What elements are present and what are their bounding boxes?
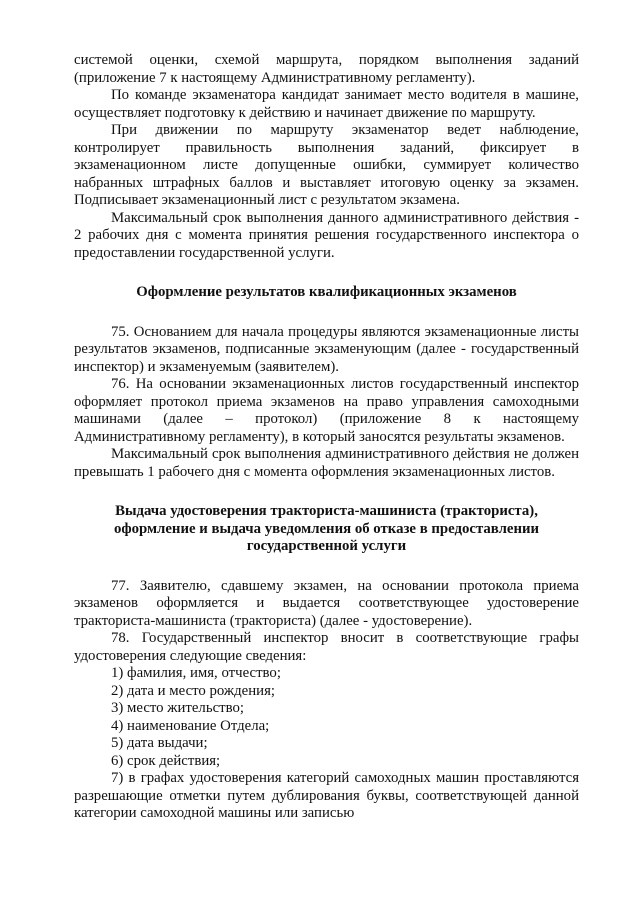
- paragraph: Максимальный срок выполнения административного действия не должен превышать 1 рабочего дня с момента оформления экзаменационных листов.: [74, 446, 579, 480]
- list-item: 4) наименование Отдела;: [111, 717, 270, 734]
- section-heading: Оформление результатов квалификационных экзаменов: [136, 284, 517, 300]
- paragraph: 78. Государственный инспектор вносит в соответствующие графы удостоверения следующие сведения:: [74, 630, 579, 664]
- paragraph: Максимальный срок выполнения данного административного действия - 2 рабочих дня с момента принятия решения государственного инспектора о предоставлении государственной услуги.: [74, 209, 579, 261]
- paragraph: При движении по маршруту экзаменатор ведет наблюдение, контролирует правильность выполнения заданий, фиксирует в экзаменационном листе допущенные ошибки, суммирует количество набранных штрафных баллов и выставляет итоговую оценку за экзамен. Подписывает экзаменационный лист с результатом экзамена.: [74, 122, 579, 208]
- paragraph: По команде экзаменатора кандидат занимает место водителя в машине, осуществляет подготовку к действию и начинает движение по маршруту.: [74, 87, 579, 121]
- list-item: 3) место жительство;: [111, 700, 244, 716]
- paragraph: системой оценки, схемой маршрута, порядком выполнения заданий (приложение 7 к настоящему Административному регламенту).: [74, 52, 579, 86]
- paragraph: 76. На основании экзаменационных листов государственный инспектор оформляет протокол приема экзаменов на право управления самоходными машинами (далее – протокол) (приложение 8 к настоящему Административному регламенту), в который заносятся результаты экзаменов.: [74, 376, 579, 445]
- paragraph: 75. Основанием для начала процедуры являются экзаменационные листы результатов экзаменов, подписанные экзаменующим (далее - государственный инспектор) и экзаменуемым (заявителем).: [74, 323, 579, 375]
- list-item: 2) дата и место рождения;: [111, 682, 276, 699]
- paragraph: 77. Заявителю, сдавшему экзамен, на основании протокола приема экзаменов оформляется и выдается соответствующее удостоверение тракториста-машиниста (тракториста) (далее - удостоверение).: [74, 577, 579, 629]
- paragraph: 7) в графах удостоверения категорий самоходных машин проставляются разрешающие отметки путем дублирования буквы, соответствующей данной категории самоходной машины или записью: [74, 770, 579, 821]
- document-body: [74, 52, 579, 823]
- list-item: 1) фамилия, имя, отчество;: [111, 665, 281, 681]
- list-item: 5) дата выдачи;: [111, 735, 208, 751]
- section-heading: Выдача удостоверения тракториста-машиниста (тракториста), оформление и выдача уведомления об отказе в предоставлении государственной услуги: [113, 503, 540, 554]
- list-item: 6) срок действия;: [111, 752, 221, 769]
